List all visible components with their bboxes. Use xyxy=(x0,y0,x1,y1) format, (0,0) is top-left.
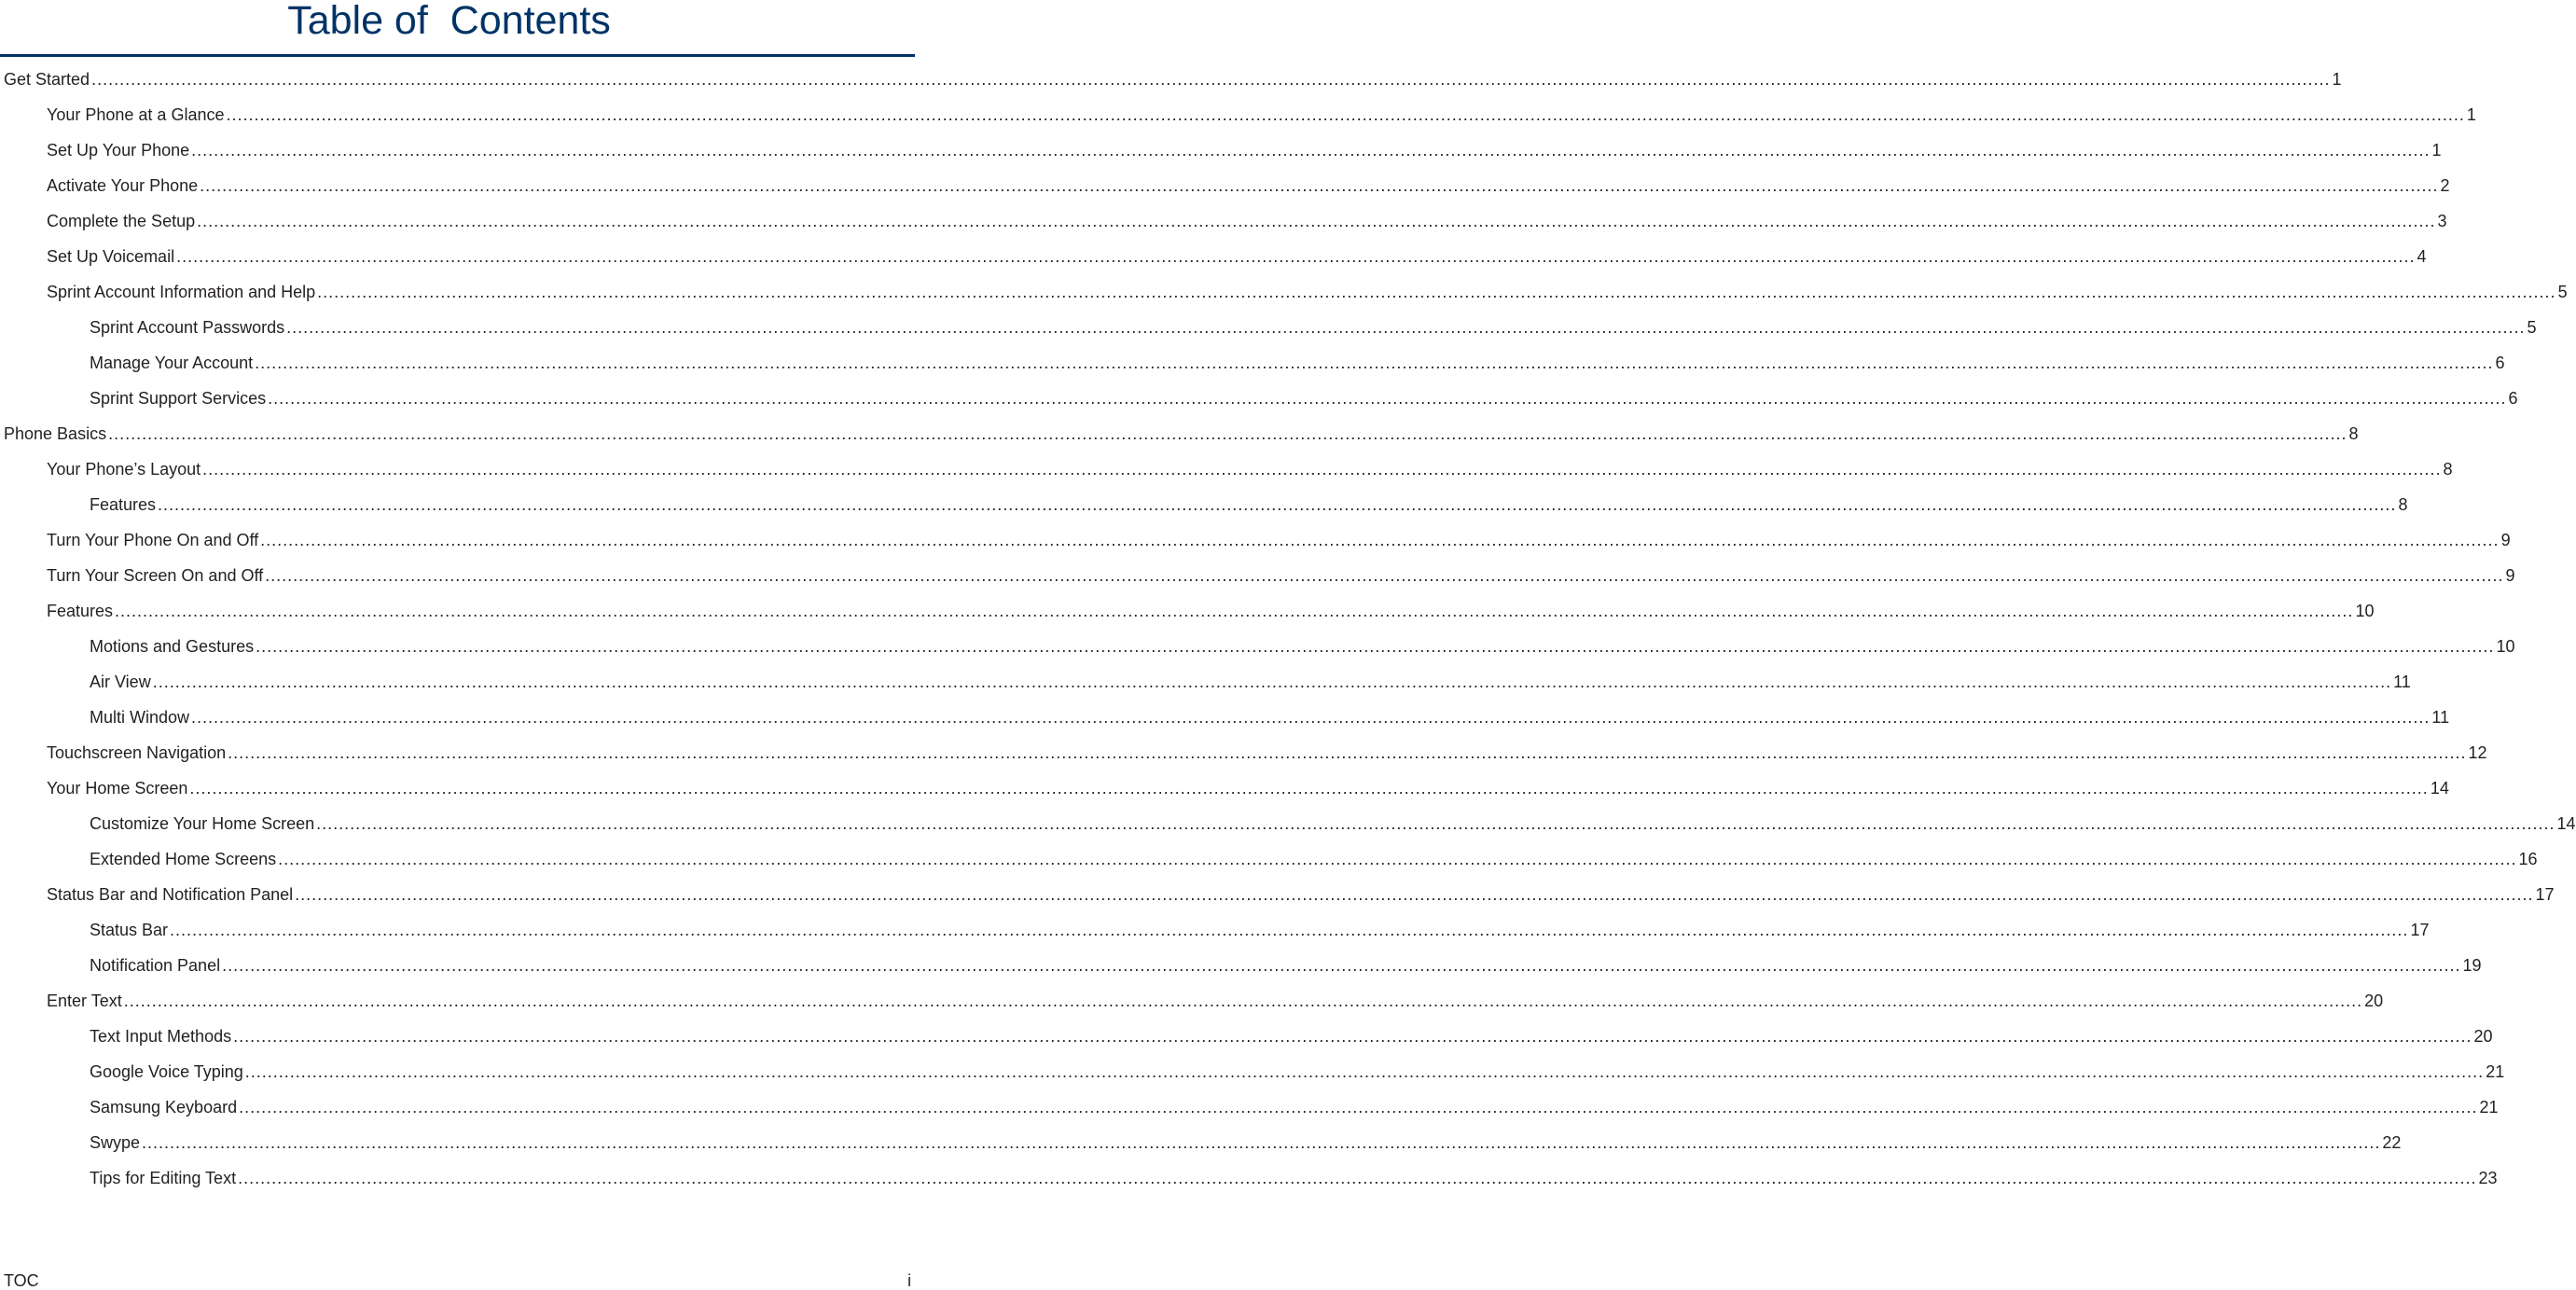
dot-leader: ................................................................................................................................................................................................................................................................................................................................................................................................................ xyxy=(260,531,2500,549)
toc-entry-page-number: 3 xyxy=(2437,212,2447,230)
dot-leader: ................................................................................................................................................................................................................................................................................................................................................................................................................ xyxy=(316,814,2555,833)
dot-leader: ................................................................................................................................................................................................................................................................................................................................................................................................................ xyxy=(295,885,2534,904)
dot-leader: ................................................................................................................................................................................................................................................................................................................................................................................................................ xyxy=(268,389,2507,408)
toc-entry-page-number: 16 xyxy=(2518,850,2538,868)
toc-entry-page-number: 1 xyxy=(2332,70,2342,89)
toc-entry-page-number: 10 xyxy=(2355,602,2375,620)
toc-entry-label: Text Input Methods xyxy=(90,1027,232,1046)
dot-leader: ................................................................................................................................................................................................................................................................................................................................................................................................................ xyxy=(91,70,2331,89)
toc-entry-label: Set Up Your Phone xyxy=(47,141,190,160)
toc-entry[interactable] xyxy=(0,735,2487,770)
toc-entry-page-number: 20 xyxy=(2473,1027,2493,1046)
dot-leader: ................................................................................................................................................................................................................................................................................................................................................................................................................ xyxy=(278,850,2517,868)
toc-entry[interactable] xyxy=(0,1160,2498,1196)
dot-leader: ................................................................................................................................................................................................................................................................................................................................................................................................................ xyxy=(189,779,2429,798)
toc-entry-label: Swype xyxy=(90,1133,141,1152)
toc-entry-page-number: 8 xyxy=(2443,460,2453,479)
toc-entry[interactable] xyxy=(0,168,2450,203)
toc-entry-page-number: 11 xyxy=(2393,673,2411,691)
toc-entry-label: Motions and Gestures xyxy=(90,637,255,656)
toc-entry-label: Your Phone at a Glance xyxy=(47,105,225,124)
toc-list xyxy=(0,62,2576,1196)
toc-entry[interactable] xyxy=(0,310,2537,345)
toc-entry[interactable] xyxy=(0,983,2384,1019)
toc-entry-page-number: 17 xyxy=(2535,885,2555,904)
toc-entry-label: Tips for Editing Text xyxy=(90,1169,237,1187)
dot-leader: ................................................................................................................................................................................................................................................................................................................................................................................................................ xyxy=(191,708,2431,727)
dot-leader: ................................................................................................................................................................................................................................................................................................................................................................................................................ xyxy=(115,602,2354,620)
toc-entry-label: Touchscreen Navigation xyxy=(47,743,227,762)
toc-entry-page-number: 1 xyxy=(2466,105,2476,124)
toc-entry[interactable] xyxy=(0,97,2476,132)
toc-entry[interactable] xyxy=(0,629,2515,664)
toc-entry[interactable] xyxy=(0,841,2538,877)
toc-entry-label: Customize Your Home Screen xyxy=(90,814,315,833)
toc-entry-label: Activate Your Phone xyxy=(47,176,199,195)
dot-leader: ................................................................................................................................................................................................................................................................................................................................................................................................................ xyxy=(239,1098,2478,1117)
toc-entry-page-number: 14 xyxy=(2556,814,2576,833)
toc-entry-page-number: 14 xyxy=(2430,779,2449,798)
dot-leader: ................................................................................................................................................................................................................................................................................................................................................................................................................ xyxy=(222,956,2461,975)
toc-entry[interactable] xyxy=(0,593,2375,629)
toc-entry-label: Complete the Setup xyxy=(47,212,196,230)
toc-entry[interactable] xyxy=(0,239,2427,274)
toc-entry[interactable] xyxy=(0,948,2482,983)
toc-entry[interactable] xyxy=(0,1054,2505,1089)
toc-entry-page-number: 21 xyxy=(2479,1098,2499,1117)
toc-entry[interactable] xyxy=(0,877,2555,912)
dot-leader: ................................................................................................................................................................................................................................................................................................................................................................................................................ xyxy=(108,424,2347,443)
toc-entry-page-number: 12 xyxy=(2468,743,2487,762)
dot-leader: ................................................................................................................................................................................................................................................................................................................................................................................................................ xyxy=(244,1062,2485,1081)
toc-entry-label: Status Bar xyxy=(90,921,169,939)
dot-leader: ................................................................................................................................................................................................................................................................................................................................................................................................................ xyxy=(233,1027,2472,1046)
toc-entry-page-number: 11 xyxy=(2431,708,2450,727)
toc-entry-label: Multi Window xyxy=(90,708,190,727)
toc-entry[interactable] xyxy=(0,274,2568,310)
toc-entry[interactable] xyxy=(0,203,2447,239)
toc-entry-label: Set Up Voicemail xyxy=(47,247,175,266)
toc-entry-label: Sprint Account Passwords xyxy=(90,318,285,337)
toc-entry-label: Samsung Keyboard xyxy=(90,1098,238,1117)
toc-entry-label: Features xyxy=(90,495,157,514)
page-title: Table of Contents xyxy=(287,0,611,43)
toc-entry-page-number: 22 xyxy=(2382,1133,2402,1152)
dot-leader: ................................................................................................................................................................................................................................................................................................................................................................................................................ xyxy=(123,992,2363,1010)
toc-entry-label: Manage Your Account xyxy=(90,354,254,372)
dot-leader: ................................................................................................................................................................................................................................................................................................................................................................................................................ xyxy=(255,354,2494,372)
dot-leader: ................................................................................................................................................................................................................................................................................................................................................................................................................ xyxy=(158,495,2397,514)
toc-entry[interactable] xyxy=(0,1089,2499,1125)
dot-leader: ................................................................................................................................................................................................................................................................................................................................................................................................................ xyxy=(197,212,2436,230)
toc-entry-page-number: 17 xyxy=(2410,921,2430,939)
toc-entry-label: Notification Panel xyxy=(90,956,221,975)
toc-entry-page-number: 20 xyxy=(2364,992,2384,1010)
toc-entry-page-number: 6 xyxy=(2508,389,2518,408)
toc-entry[interactable] xyxy=(0,664,2411,700)
footer-section-label: TOC xyxy=(4,1271,39,1290)
footer-page-number: i xyxy=(907,1271,911,1290)
toc-entry[interactable] xyxy=(0,381,2518,416)
toc-entry[interactable] xyxy=(0,416,2359,451)
toc-entry-label: Turn Your Phone On and Off xyxy=(47,531,259,549)
dot-leader: ................................................................................................................................................................................................................................................................................................................................................................................................................ xyxy=(226,105,2465,124)
dot-leader: ................................................................................................................................................................................................................................................................................................................................................................................................................ xyxy=(256,637,2495,656)
toc-entry-label: Google Voice Typing xyxy=(90,1062,243,1081)
toc-entry[interactable] xyxy=(0,487,2408,522)
toc-entry-page-number: 10 xyxy=(2496,637,2515,656)
dot-leader: ................................................................................................................................................................................................................................................................................................................................................................................................................ xyxy=(152,673,2392,691)
dot-leader: ................................................................................................................................................................................................................................................................................................................................................................................................................ xyxy=(238,1169,2477,1187)
toc-entry[interactable] xyxy=(0,770,2449,806)
dot-leader: ................................................................................................................................................................................................................................................................................................................................................................................................................ xyxy=(200,176,2439,195)
toc-entry[interactable] xyxy=(0,912,2430,948)
dot-leader: ................................................................................................................................................................................................................................................................................................................................................................................................................ xyxy=(142,1133,2381,1152)
toc-entry[interactable] xyxy=(0,700,2450,735)
dot-leader: ................................................................................................................................................................................................................................................................................................................................................................................................................ xyxy=(317,283,2556,301)
dot-leader: ................................................................................................................................................................................................................................................................................................................................................................................................................ xyxy=(191,141,2431,160)
toc-entry-label: Status Bar and Notification Panel xyxy=(47,885,294,904)
title-divider xyxy=(0,54,915,57)
toc-entry-page-number: 6 xyxy=(2495,354,2505,372)
toc-entry-label: Turn Your Screen On and Off xyxy=(47,566,264,585)
toc-entry-label: Phone Basics xyxy=(4,424,107,443)
toc-entry-label: Get Started xyxy=(4,70,90,89)
dot-leader: ................................................................................................................................................................................................................................................................................................................................................................................................................ xyxy=(265,566,2504,585)
toc-entry-page-number: 1 xyxy=(2431,141,2442,160)
toc-entry-page-number: 2 xyxy=(2440,176,2450,195)
toc-entry[interactable] xyxy=(0,558,2515,593)
toc-entry-page-number: 19 xyxy=(2462,956,2482,975)
toc-entry-label: Enter Text xyxy=(47,992,122,1010)
toc-entry-label: Your Home Screen xyxy=(47,779,188,798)
toc-entry[interactable] xyxy=(0,1019,2493,1054)
toc-entry[interactable] xyxy=(0,345,2505,381)
toc-entry-label: Sprint Account Information and Help xyxy=(47,283,316,301)
toc-entry-page-number: 9 xyxy=(2505,566,2515,585)
toc-entry-page-number: 5 xyxy=(2527,318,2537,337)
toc-entry-page-number: 8 xyxy=(2398,495,2408,514)
toc-entry-page-number: 5 xyxy=(2557,283,2568,301)
toc-entry-label: Your Phone’s Layout xyxy=(47,460,201,479)
toc-entry[interactable] xyxy=(0,806,2576,841)
dot-leader: ................................................................................................................................................................................................................................................................................................................................................................................................................ xyxy=(202,460,2442,479)
toc-entry-page-number: 8 xyxy=(2348,424,2359,443)
dot-leader: ................................................................................................................................................................................................................................................................................................................................................................................................................ xyxy=(228,743,2467,762)
toc-entry[interactable] xyxy=(0,522,2511,558)
dot-leader: ................................................................................................................................................................................................................................................................................................................................................................................................................ xyxy=(286,318,2526,337)
toc-entry-label: Features xyxy=(47,602,114,620)
toc-entry-label: Air View xyxy=(90,673,151,691)
toc-entry-page-number: 23 xyxy=(2478,1169,2498,1187)
toc-entry-label: Extended Home Screens xyxy=(90,850,277,868)
toc-entry-page-number: 9 xyxy=(2500,531,2511,549)
toc-entry[interactable] xyxy=(0,1125,2402,1160)
toc-entry[interactable] xyxy=(0,451,2453,487)
toc-entry[interactable] xyxy=(0,62,2342,97)
toc-entry[interactable] xyxy=(0,132,2442,168)
toc-entry-page-number: 21 xyxy=(2486,1062,2505,1081)
dot-leader: ................................................................................................................................................................................................................................................................................................................................................................................................................ xyxy=(170,921,2409,939)
toc-entry-page-number: 4 xyxy=(2417,247,2427,266)
toc-entry-label: Sprint Support Services xyxy=(90,389,267,408)
dot-leader: ................................................................................................................................................................................................................................................................................................................................................................................................................ xyxy=(176,247,2416,266)
